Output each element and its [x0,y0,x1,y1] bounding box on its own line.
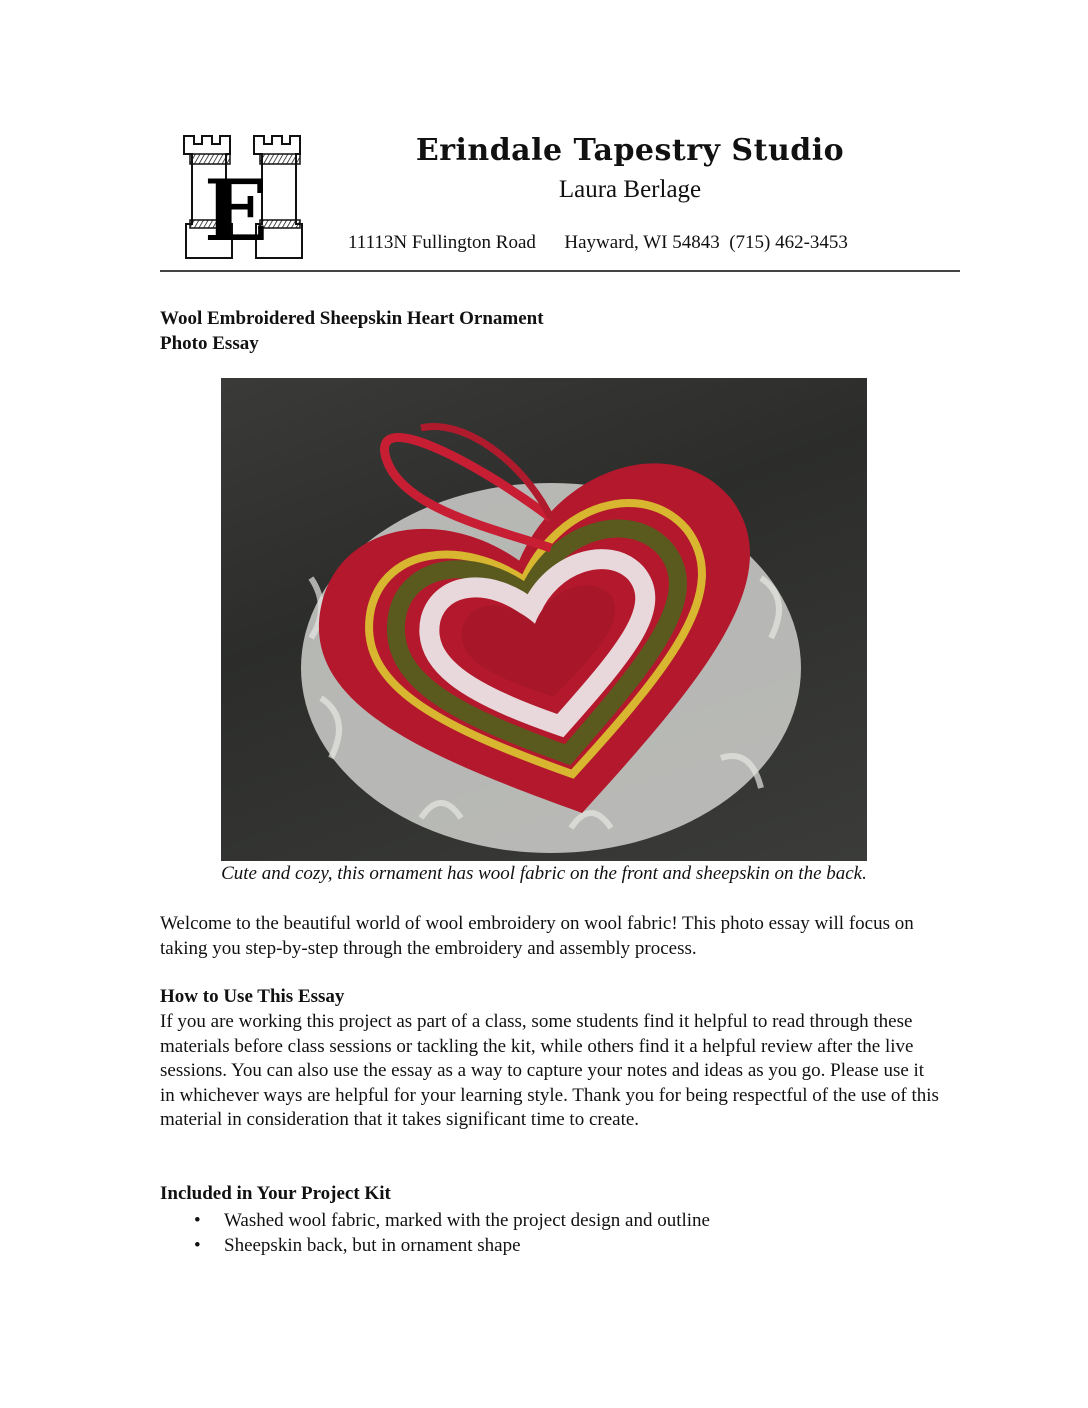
document-title-block [160,306,544,356]
document-subtitle: Photo Essay [160,333,259,354]
kit-list [160,1208,710,1258]
heart-ornament-image [221,378,867,861]
how-to-use-paragraph: If you are working this project as part of a class, some students find it helpful to read through these materials before class sessions or tackling the kit, while others find it a helpful review after the live sessions. You can also use the essay as a way to capture your notes and ideas as you go. Please use it in whichever ways are helpful for your learning style. Thank you for being respectful of the use of this material in consideration that it takes significant time to create. [160,1011,939,1131]
list-item: • Washed wool fabric, marked with the project design and outline [224,1208,710,1233]
header-divider [160,270,960,272]
svg-text:E: E [204,161,269,260]
castle-logo-icon [180,132,312,262]
document-title: Wool Embroidered Sheepskin Heart Ornament [160,308,544,329]
studio-name: Erindale Tapestry Studio [415,133,845,168]
ornament-photo [221,378,867,861]
address-line: 11113N Fullington Road Hayward, WI 54843 (715) 462-3453 [348,232,848,253]
section-heading-how-to-use: How to Use This Essay [160,986,345,1007]
photo-caption: Cute and cozy, this ornament has wool fabric on the front and sheepskin on the back. [221,863,867,884]
list-item: • Sheepskin back, but in ornament shape [224,1233,710,1258]
person-name: Laura Berlage [558,176,702,203]
section-heading-kit: Included in Your Project Kit [160,1183,391,1204]
intro-paragraph: Welcome to the beautiful world of wool embroidery on wool fabric! This photo essay will focus on taking you step-by-step through the embroidery and assembly process. [160,913,914,959]
